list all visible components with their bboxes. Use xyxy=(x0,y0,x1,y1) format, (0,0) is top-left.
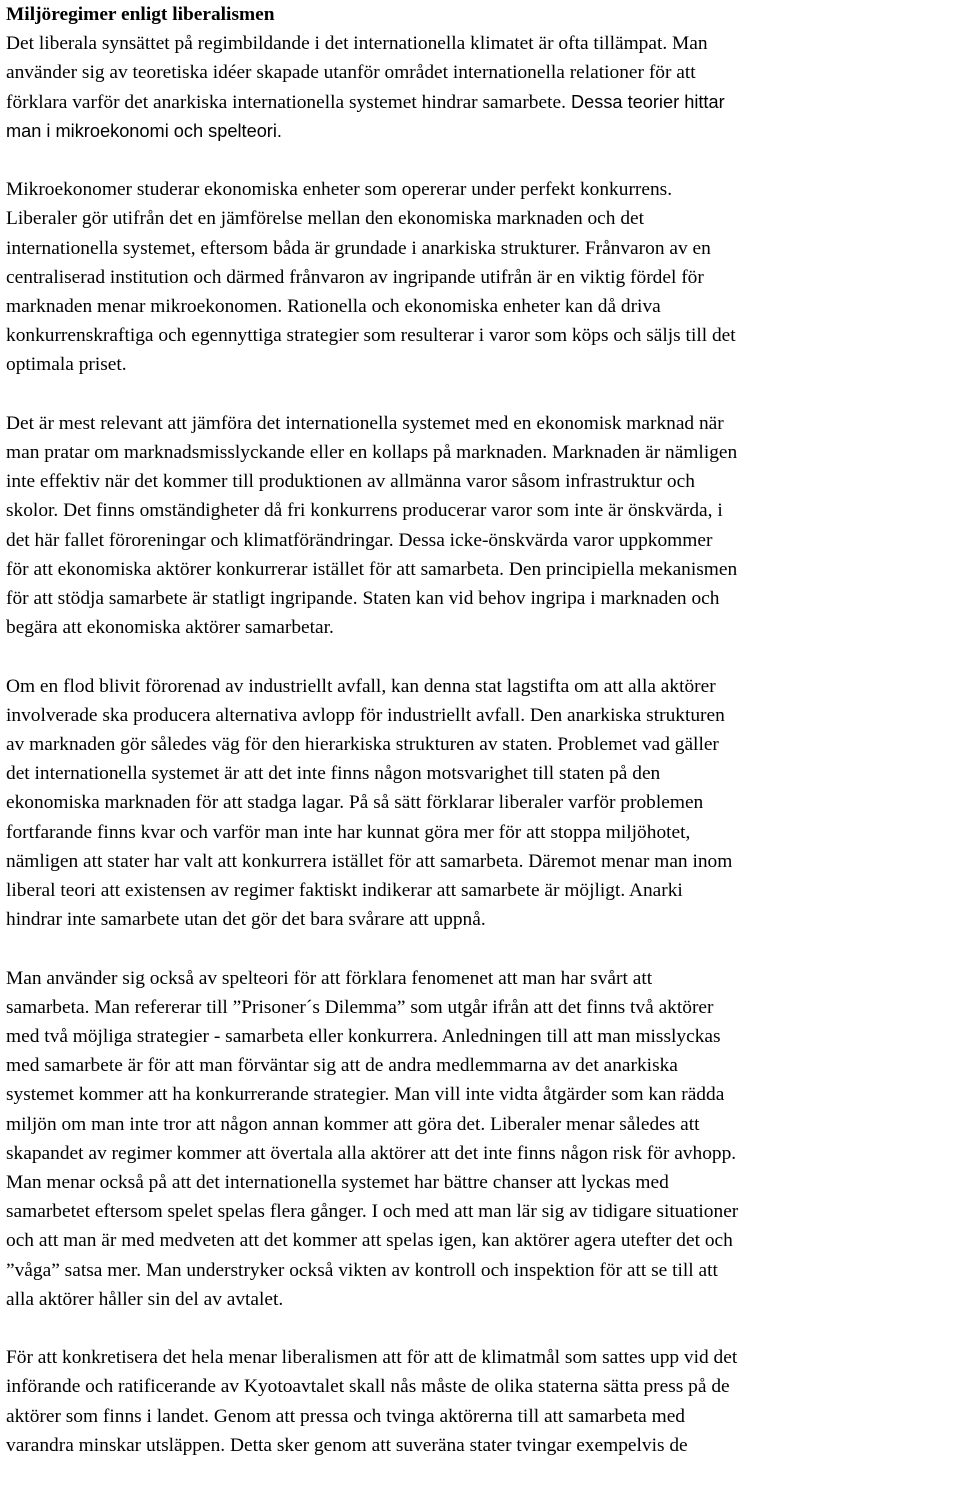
text-line xyxy=(6,876,956,905)
text-line xyxy=(6,759,956,788)
text-line xyxy=(6,438,956,467)
text-segment: det internationella systemet är att det inte finns någon motsvarighet till staten på den xyxy=(6,763,661,785)
text-line xyxy=(6,730,956,759)
text-segment: Liberaler gör utifrån det en jämförelse mellan den ekonomiska marknaden och det xyxy=(6,208,645,230)
text-line xyxy=(6,204,956,233)
text-segment: varandra minskar utsläppen. Detta sker genom att suveräna stater tvingar exempelvis de xyxy=(6,1434,688,1456)
text-line xyxy=(6,1022,956,1051)
text-line xyxy=(6,1256,956,1285)
text-line xyxy=(6,1372,956,1401)
paragraph xyxy=(6,964,956,1314)
text-line xyxy=(6,1431,956,1460)
document-body xyxy=(6,29,956,1460)
text-segment: ekonomiska marknaden för att stadga lagar. På så sätt förklarar liberaler varför problemen xyxy=(6,792,704,814)
text-segment: skolor. Det finns omständigheter då fri konkurrens producerar varor som inte är önskvärda, i xyxy=(6,500,723,522)
text-segment: inte effektiv när det kommer till produktionen av allmänna varor såsom infrastruktur och xyxy=(6,471,695,493)
text-segment: samarbeta. Man refererar till ”Prisoner´s Dilemma” som utgår ifrån att det finns två aktörer xyxy=(6,996,714,1018)
text-segment: involverade ska producera alternativa avlopp för industriellt avfall. Den anarkiska strukturen xyxy=(6,704,725,726)
text-line xyxy=(6,58,956,87)
document-heading: Miljöregimer enligt liberalismen xyxy=(6,4,275,25)
text-segment-sans: Dessa teorier hittar xyxy=(565,91,725,112)
text-line xyxy=(6,117,956,146)
text-line xyxy=(6,1226,956,1255)
text-line xyxy=(6,701,956,730)
text-segment: Det liberala synsättet på regimbildande i det internationella klimatet är ofta tillämpat. Man xyxy=(6,33,708,55)
text-line xyxy=(6,788,956,817)
paragraph xyxy=(6,409,956,643)
text-segment: införande och ratificerande av Kyotoavtalet skall nås måste de olika staterna sätta press på de xyxy=(6,1376,730,1398)
text-segment: av marknaden gör således väg för den hierarkiska strukturen av staten. Problemet vad gäller xyxy=(6,734,719,756)
text-segment: med samarbete är för att man förväntar sig att de andra medlemmarna av det anarkiska xyxy=(6,1055,678,1077)
text-line xyxy=(6,1285,956,1314)
text-line xyxy=(6,993,956,1022)
text-line xyxy=(6,496,956,525)
text-line xyxy=(6,409,956,438)
text-segment-sans: man i mikroekonomi och spelteori. xyxy=(6,120,282,141)
text-segment: hindrar inte samarbete utan det gör det bara svårare att uppnå. xyxy=(6,909,486,931)
text-segment: alla aktörer håller sin del av avtalet. xyxy=(6,1288,284,1310)
text-line xyxy=(6,1197,956,1226)
text-segment: Om en flod blivit förorenad av industriellt avfall, kan denna stat lagstifta om att alla aktörer xyxy=(6,675,716,697)
text-segment: använder sig av teoretiska idéer skapade utanför området internationella relationer för att xyxy=(6,62,696,84)
text-line xyxy=(6,847,956,876)
text-line xyxy=(6,555,956,584)
paragraph xyxy=(6,1343,956,1460)
text-line xyxy=(6,905,956,934)
text-line xyxy=(6,964,956,993)
text-segment: för att ekonomiska aktörer konkurrerar istället för att samarbeta. Den principiella mekanismen xyxy=(6,558,738,580)
text-line xyxy=(6,292,956,321)
text-segment: miljön om man inte tror att någon annan kommer att göra det. Liberaler menar således att xyxy=(6,1113,700,1135)
text-line xyxy=(6,29,956,58)
text-segment: optimala priset. xyxy=(6,354,127,376)
text-segment: det här fallet föroreningar och klimatförändringar. Dessa icke-önskvärda varor uppkommer xyxy=(6,529,713,551)
text-line xyxy=(6,1080,956,1109)
text-segment: liberal teori att existensen av regimer faktiskt indikerar att samarbete är möjligt. Anarki xyxy=(6,880,683,902)
text-segment: ”våga” satsa mer. Man understryker också vikten av kontroll och inspektion för att se till att xyxy=(6,1259,718,1281)
text-segment: skapandet av regimer kommer att övertala alla aktörer att det inte finns någon risk för avhopp. xyxy=(6,1142,737,1164)
text-line xyxy=(6,1402,956,1431)
text-line xyxy=(6,613,956,642)
text-segment: Det är mest relevant att jämföra det internationella systemet med en ekonomisk marknad när xyxy=(6,412,724,434)
text-segment: och att man är med medveten att det kommer att spelas igen, kan aktörer agera utefter det och xyxy=(6,1230,733,1252)
text-segment: För att konkretisera det hela menar liberalismen att för att de klimatmål som sattes upp vid det xyxy=(6,1347,738,1369)
text-line xyxy=(6,818,956,847)
text-line xyxy=(6,321,956,350)
text-segment: systemet kommer att ha konkurrerande strategier. Man vill inte vidta åtgärder som kan rädda xyxy=(6,1084,725,1106)
text-segment: Man menar också på att det internationella systemet har bättre chanser att lyckas med xyxy=(6,1172,669,1194)
text-line xyxy=(6,672,956,701)
text-line xyxy=(6,1168,956,1197)
text-segment: nämligen att stater har valt att konkurrera istället för att samarbeta. Däremot menar man inom xyxy=(6,850,733,872)
text-segment: Man använder sig också av spelteori för att förklara fenomenet att man har svårt att xyxy=(6,967,653,989)
text-segment: fortfarande finns kvar och varför man inte har kunnat göra mer för att stoppa miljöhotet, xyxy=(6,821,691,843)
text-line xyxy=(6,1139,956,1168)
text-line xyxy=(6,234,956,263)
text-line xyxy=(6,1051,956,1080)
text-segment: internationella systemet, eftersom båda är grundade i anarkiska strukturer. Frånvaron av en xyxy=(6,237,711,259)
text-segment: konkurrenskraftiga och egennyttiga strategier som resulterar i varor som köps och säljs till det xyxy=(6,325,736,347)
paragraph xyxy=(6,672,956,935)
text-line xyxy=(6,1110,956,1139)
text-line xyxy=(6,526,956,555)
paragraph xyxy=(6,175,956,379)
text-segment: förklara varför det anarkiska internationella systemet hindrar samarbete. xyxy=(6,91,566,113)
text-segment: aktörer som finns i landet. Genom att pressa och tvinga aktörerna till att samarbeta med xyxy=(6,1405,685,1427)
text-segment: man pratar om marknadsmisslyckande eller en kollaps på marknaden. Marknaden är nämligen xyxy=(6,442,738,464)
text-line xyxy=(6,350,956,379)
text-segment: begära att ekonomiska aktörer samarbetar. xyxy=(6,617,334,639)
text-line xyxy=(6,263,956,292)
text-line xyxy=(6,175,956,204)
text-segment: med två möjliga strategier - samarbeta eller konkurrera. Anledningen till att man misslyckas xyxy=(6,1026,721,1048)
text-segment: centraliserad institution och därmed frånvaron av ingripande utifrån är en viktig fördel för xyxy=(6,266,704,288)
text-line xyxy=(6,467,956,496)
text-segment: Mikroekonomer studerar ekonomiska enheter som opererar under perfekt konkurrens. xyxy=(6,179,673,201)
text-segment: för att stödja samarbete är statligt ingripande. Staten kan vid behov ingripa i marknaden och xyxy=(6,588,720,610)
text-line xyxy=(6,584,956,613)
text-segment: samarbetet eftersom spelet spelas flera gånger. I och med att man lär sig av tidigare situationer xyxy=(6,1201,739,1223)
document-page xyxy=(6,0,956,1489)
text-line xyxy=(6,1343,956,1372)
text-line xyxy=(6,88,956,117)
paragraph xyxy=(6,29,956,146)
text-segment: marknaden menar mikroekonomen. Rationella och ekonomiska enheter kan då driva xyxy=(6,296,661,318)
